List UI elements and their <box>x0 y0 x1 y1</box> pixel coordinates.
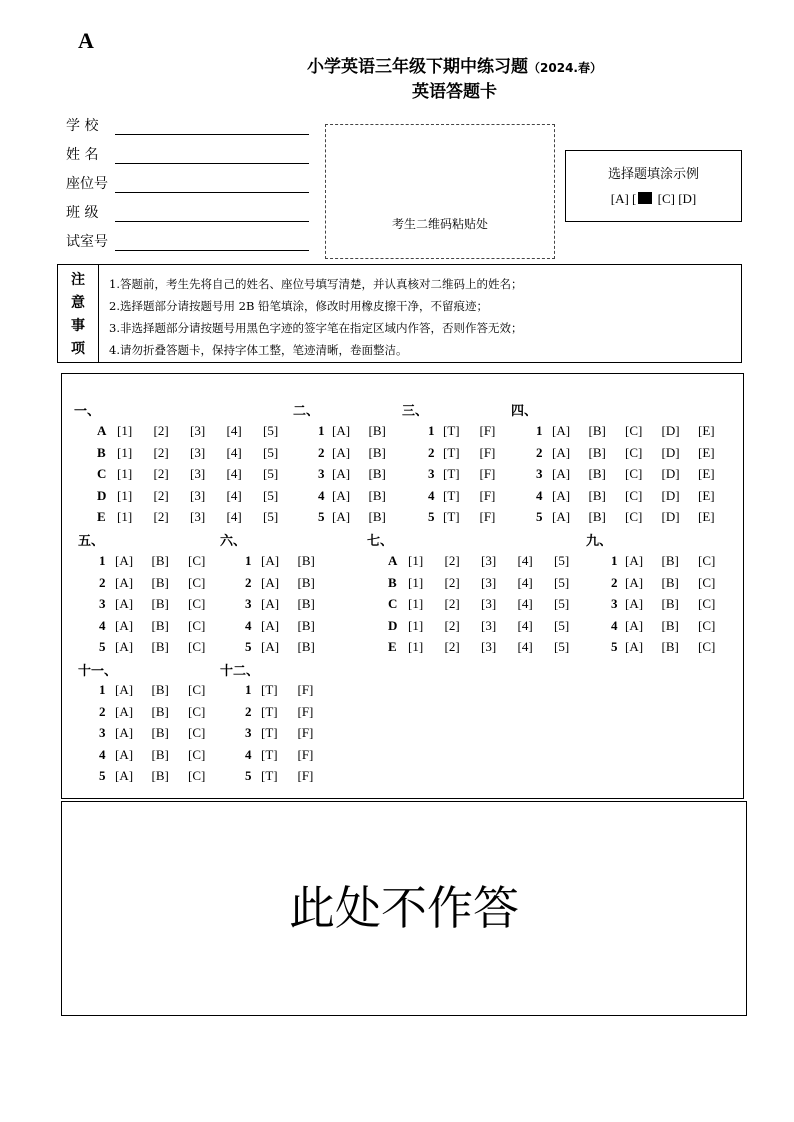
answer-option-bubble[interactable]: [C] <box>188 553 206 568</box>
question-number: 5 <box>611 639 618 655</box>
question-number: 2 <box>245 574 252 590</box>
answer-option-bubble[interactable]: [C] <box>188 746 206 762</box>
question-number: 5 <box>318 509 325 525</box>
title-suffix: （2024.春） <box>528 61 602 75</box>
note-item: 1.答题前，考生先将自己的姓名、座位号填写清楚，并认真核对二维码上的姓名； <box>109 277 523 291</box>
answer-option-bubble[interactable]: [5] <box>263 444 279 460</box>
question-number: 1 <box>536 423 543 438</box>
question-number: 5 <box>99 639 106 655</box>
question-number: 1 <box>99 682 106 697</box>
answer-option-bubble[interactable]: [C] <box>698 553 716 568</box>
answer-option-bubble[interactable]: [C] <box>188 596 206 612</box>
answer-option-bubble[interactable]: [D] <box>661 487 680 503</box>
answer-option-bubble[interactable]: [B] <box>297 553 315 568</box>
answer-option-bubble[interactable]: [A] <box>115 703 134 719</box>
answer-option-bubble[interactable]: [1] <box>408 639 424 655</box>
answer-option-bubble[interactable]: [B] <box>151 682 169 697</box>
answer-option-bubble[interactable]: [C] <box>188 682 206 697</box>
answer-option-bubble[interactable]: [B] <box>588 423 606 438</box>
answer-option-bubble[interactable]: [A] <box>115 617 134 633</box>
answer-option-bubble[interactable]: [F] <box>479 423 496 438</box>
answer-option-bubble[interactable]: [F] <box>297 768 314 784</box>
answer-option-bubble[interactable]: [E] <box>698 509 715 525</box>
question-number: C <box>388 596 398 612</box>
question-number: 2 <box>318 444 325 460</box>
answer-option-bubble[interactable]: [1] <box>408 574 424 590</box>
question-number: 1 <box>245 553 252 568</box>
question-number: 3 <box>318 466 325 482</box>
answer-option-bubble[interactable]: [B] <box>151 746 169 762</box>
question-number: A <box>388 553 398 568</box>
answer-option-bubble[interactable]: [A] <box>332 444 351 460</box>
answer-option-bubble[interactable]: [T] <box>261 746 278 762</box>
question-number: 3 <box>536 466 543 482</box>
answer-option-bubble[interactable]: [B] <box>297 639 315 655</box>
answer-option-bubble[interactable]: [B] <box>368 466 386 482</box>
answer-option-bubble[interactable]: [C] <box>625 423 643 438</box>
answer-option-bubble[interactable]: [A] <box>332 487 351 503</box>
question-number: 5 <box>245 768 252 784</box>
seat-number-field[interactable] <box>66 173 114 193</box>
answer-option-bubble[interactable]: [3] <box>190 487 206 503</box>
question-number: 4 <box>245 617 252 633</box>
class-field[interactable] <box>66 202 114 222</box>
answer-option-bubble[interactable]: [B] <box>151 574 169 590</box>
notes-heading: 注 意 事 项 <box>58 265 99 362</box>
question-number: 3 <box>428 466 435 482</box>
answer-option-bubble[interactable]: [5] <box>263 509 279 525</box>
answer-option-bubble[interactable]: [E] <box>698 423 715 438</box>
answer-option-bubble[interactable]: [T] <box>443 466 460 482</box>
answer-option-bubble[interactable]: [C] <box>188 725 206 741</box>
answer-option-bubble[interactable]: [C] <box>625 444 643 460</box>
answer-option-bubble[interactable]: [B] <box>151 639 169 655</box>
answer-option-bubble[interactable]: [C] <box>188 639 206 655</box>
answer-option-bubble[interactable]: [5] <box>554 617 570 633</box>
answer-option-bubble[interactable]: [A] <box>625 574 644 590</box>
answer-option-bubble[interactable]: [D] <box>661 509 680 525</box>
question-number: 4 <box>318 487 325 503</box>
qr-code-area <box>325 124 555 259</box>
sample-option-d: [D] <box>678 191 697 206</box>
answer-option-bubble[interactable]: [T] <box>261 725 278 741</box>
answer-option-bubble[interactable]: [2] <box>444 553 460 568</box>
answer-option-bubble[interactable]: [A] <box>625 553 644 568</box>
question-number: E <box>97 509 106 525</box>
school-field[interactable] <box>66 115 114 135</box>
page-subtitle: 英语答题卡 <box>412 82 497 102</box>
answer-option-bubble[interactable]: [T] <box>443 444 460 460</box>
field-label: 姓 名 <box>66 147 99 163</box>
answer-option-bubble[interactable]: [2] <box>153 466 169 482</box>
answer-option-bubble[interactable]: [B] <box>661 617 679 633</box>
answer-option-bubble[interactable]: [A] <box>115 725 134 741</box>
answer-option-bubble[interactable]: [5] <box>554 574 570 590</box>
exam-room-field[interactable] <box>66 231 114 251</box>
section-title: 十一、 <box>78 664 118 679</box>
answer-option-bubble[interactable]: [1] <box>408 553 424 568</box>
question-number: C <box>97 466 107 482</box>
answer-option-bubble[interactable]: [F] <box>297 746 314 762</box>
answer-option-bubble[interactable]: [F] <box>297 725 314 741</box>
answer-option-bubble[interactable]: [4] <box>226 444 242 460</box>
question-number: A <box>97 423 107 438</box>
question-number: 2 <box>611 574 618 590</box>
answer-option-bubble[interactable]: [5] <box>263 487 279 503</box>
answer-option-bubble[interactable]: [F] <box>297 682 314 697</box>
field-line[interactable] <box>115 192 309 193</box>
answer-option-bubble[interactable]: [B] <box>368 444 386 460</box>
field-label: 班 级 <box>66 205 99 221</box>
answer-option-bubble[interactable]: [C] <box>625 487 643 503</box>
answer-option-bubble[interactable]: [A] <box>552 509 571 525</box>
notes-box <box>57 264 742 363</box>
answer-option-bubble[interactable]: [C] <box>698 639 716 655</box>
question-number: D <box>388 617 398 633</box>
fill-sample-box <box>565 150 742 222</box>
answer-option-bubble[interactable]: [C] <box>698 617 716 633</box>
question-number: 5 <box>245 639 252 655</box>
field-line[interactable] <box>115 250 309 251</box>
answer-option-bubble[interactable]: [D] <box>661 466 680 482</box>
answer-option-bubble[interactable]: [4] <box>517 639 533 655</box>
question-number: 2 <box>99 703 106 719</box>
question-number: 4 <box>428 487 435 503</box>
section-title: 五、 <box>78 534 105 549</box>
question-number: D <box>97 487 107 503</box>
answer-option-bubble[interactable]: [4] <box>226 509 242 525</box>
answer-option-bubble[interactable]: [4] <box>517 596 533 612</box>
answer-option-bubble[interactable]: [D] <box>661 444 680 460</box>
question-number: 4 <box>99 617 106 633</box>
title-text: 小学英语三年级下期中练习题 <box>307 57 529 77</box>
answer-option-bubble[interactable]: [C] <box>188 703 206 719</box>
answer-option-bubble[interactable]: [C] <box>625 466 643 482</box>
answer-sheet-area <box>61 373 744 799</box>
fill-sample-options <box>566 191 741 207</box>
answer-option-bubble[interactable]: [2] <box>153 487 169 503</box>
question-number: 4 <box>536 487 543 503</box>
answer-option-bubble[interactable]: [A] <box>261 617 280 633</box>
answer-option-bubble[interactable]: [B] <box>661 553 679 568</box>
answer-option-bubble[interactable]: [A] <box>115 596 134 612</box>
answer-option-bubble[interactable]: [A] <box>261 596 280 612</box>
answer-option-bubble[interactable]: [2] <box>444 639 460 655</box>
answer-option-bubble[interactable]: [1] <box>117 444 133 460</box>
answer-option-bubble[interactable]: [T] <box>443 423 460 438</box>
filled-mark-icon <box>638 192 652 204</box>
answer-option-bubble[interactable]: [2] <box>153 509 169 525</box>
sample-option-c: [C] <box>657 191 675 206</box>
answer-option-bubble[interactable]: [C] <box>188 768 206 784</box>
answer-option-bubble[interactable]: [A] <box>115 639 134 655</box>
answer-option-bubble[interactable]: [B] <box>151 768 169 784</box>
question-number: 3 <box>99 596 106 612</box>
answer-option-bubble[interactable]: [C] <box>188 617 206 633</box>
answer-option-bubble[interactable]: [B] <box>588 444 606 460</box>
answer-option-bubble[interactable]: [C] <box>188 574 206 590</box>
answer-option-bubble[interactable]: [4] <box>517 574 533 590</box>
answer-option-bubble[interactable]: [B] <box>297 574 315 590</box>
answer-option-bubble[interactable]: [B] <box>368 423 386 438</box>
notes-list <box>109 273 522 361</box>
question-number: 5 <box>428 509 435 525</box>
question-number: 5 <box>99 768 106 784</box>
answer-option-bubble[interactable]: [B] <box>368 487 386 503</box>
answer-option-bubble[interactable]: [C] <box>698 596 716 612</box>
question-number: 4 <box>99 746 106 762</box>
question-number: 1 <box>611 553 618 568</box>
answer-option-bubble[interactable]: [T] <box>443 487 460 503</box>
sample-option-a: [A] <box>610 191 629 206</box>
answer-option-bubble[interactable]: [D] <box>661 423 680 438</box>
question-number: 1 <box>245 682 252 697</box>
answer-option-bubble[interactable]: [A] <box>625 617 644 633</box>
answer-option-bubble[interactable]: [5] <box>263 423 279 438</box>
answer-option-bubble[interactable]: [A] <box>261 574 280 590</box>
answer-option-bubble[interactable]: [B] <box>297 617 315 633</box>
answer-option-bubble[interactable]: [5] <box>554 596 570 612</box>
answer-option-bubble[interactable]: [C] <box>625 509 643 525</box>
note-item: 3.非选择题部分请按题号用黑色字迹的签字笔在指定区域内作答，否则作答无效； <box>109 321 523 335</box>
answer-option-bubble[interactable]: [2] <box>153 444 169 460</box>
answer-option-bubble[interactable]: [F] <box>479 466 496 482</box>
answer-option-bubble[interactable]: [B] <box>297 596 315 612</box>
answer-option-bubble[interactable]: [4] <box>226 466 242 482</box>
answer-option-bubble[interactable]: [3] <box>481 553 497 568</box>
question-number: 1 <box>318 423 325 438</box>
answer-option-bubble[interactable]: [B] <box>588 487 606 503</box>
answer-option-bubble[interactable]: [A] <box>625 639 644 655</box>
question-number: 4 <box>245 746 252 762</box>
answer-option-bubble[interactable]: [3] <box>481 596 497 612</box>
answer-option-bubble[interactable]: [T] <box>261 768 278 784</box>
answer-option-bubble[interactable]: [B] <box>151 617 169 633</box>
answer-option-bubble[interactable]: [B] <box>151 725 169 741</box>
answer-option-bubble[interactable]: [E] <box>698 487 715 503</box>
field-line[interactable] <box>115 134 309 135</box>
question-number: 1 <box>428 423 435 438</box>
answer-option-bubble[interactable]: [A] <box>552 487 571 503</box>
answer-option-bubble[interactable]: [A] <box>332 423 351 438</box>
field-line[interactable] <box>115 163 309 164</box>
answer-option-bubble[interactable]: [5] <box>263 466 279 482</box>
section-title: 九、 <box>586 534 613 549</box>
answer-option-bubble[interactable]: [4] <box>517 617 533 633</box>
answer-option-bubble[interactable]: [A] <box>115 682 134 697</box>
answer-option-bubble[interactable]: [3] <box>190 444 206 460</box>
answer-option-bubble[interactable]: [2] <box>444 596 460 612</box>
note-item: 2.选择题部分请按题号用 2B 铅笔填涂，修改时用橡皮擦干净，不留痕迹； <box>109 299 489 313</box>
answer-option-bubble[interactable]: [3] <box>190 466 206 482</box>
question-number: 3 <box>611 596 618 612</box>
answer-option-bubble[interactable]: [1] <box>117 509 133 525</box>
question-number: B <box>97 444 106 460</box>
question-number: 2 <box>245 703 252 719</box>
answer-option-bubble[interactable]: [B] <box>151 596 169 612</box>
question-number: 3 <box>245 725 252 741</box>
version-label: A <box>78 28 94 53</box>
answer-option-bubble[interactable]: [3] <box>190 423 206 438</box>
question-number: 2 <box>428 444 435 460</box>
page-title <box>0 52 794 77</box>
answer-option-bubble[interactable]: [3] <box>190 509 206 525</box>
answer-option-bubble[interactable]: [B] <box>661 639 679 655</box>
question-number: B <box>388 574 397 590</box>
name-field[interactable] <box>66 144 114 164</box>
note-item: 4.请勿折叠答题卡，保持字体工整，笔迹清晰，卷面整洁。 <box>109 343 408 357</box>
answer-option-bubble[interactable]: [E] <box>698 444 715 460</box>
answer-option-bubble[interactable]: [B] <box>661 596 679 612</box>
field-label: 试室号 <box>66 234 108 250</box>
field-line[interactable] <box>115 221 309 222</box>
no-answer-area <box>61 801 747 1016</box>
answer-option-bubble[interactable]: [4] <box>226 487 242 503</box>
answer-option-bubble[interactable]: [2] <box>444 574 460 590</box>
answer-option-bubble[interactable]: [B] <box>588 466 606 482</box>
answer-option-bubble[interactable]: [A] <box>261 553 280 568</box>
answer-option-bubble[interactable]: [A] <box>115 553 134 568</box>
answer-option-bubble[interactable]: [4] <box>226 423 242 438</box>
answer-option-bubble[interactable]: [T] <box>261 682 278 697</box>
section-title: 四、 <box>511 404 538 419</box>
answer-option-bubble[interactable]: [4] <box>517 553 533 568</box>
answer-option-bubble[interactable]: [F] <box>479 487 496 503</box>
fill-sample-title: 选择题填涂示例 <box>607 167 699 182</box>
answer-option-bubble[interactable]: [B] <box>151 553 169 568</box>
answer-option-bubble[interactable]: [2] <box>153 423 169 438</box>
question-number: 2 <box>99 574 106 590</box>
section-title: 一、 <box>74 404 101 419</box>
answer-option-bubble[interactable]: [3] <box>481 639 497 655</box>
question-number: 3 <box>99 725 106 741</box>
answer-option-bubble[interactable]: [A] <box>552 423 571 438</box>
answer-option-bubble[interactable]: [C] <box>698 574 716 590</box>
answer-option-bubble[interactable]: [T] <box>261 703 278 719</box>
question-number: E <box>388 639 397 655</box>
answer-option-bubble[interactable]: [5] <box>554 639 570 655</box>
answer-option-bubble[interactable]: [A] <box>261 639 280 655</box>
field-label: 座位号 <box>66 176 108 192</box>
sample-option-b: [ <box>632 191 637 206</box>
field-label: 学 校 <box>66 118 99 134</box>
answer-option-bubble[interactable]: [B] <box>661 574 679 590</box>
answer-option-bubble[interactable]: [2] <box>444 617 460 633</box>
question-number: 3 <box>245 596 252 612</box>
answer-option-bubble[interactable]: [B] <box>588 509 606 525</box>
answer-option-bubble[interactable]: [A] <box>332 509 351 525</box>
answer-option-bubble[interactable]: [1] <box>408 596 424 612</box>
answer-option-bubble[interactable]: [1] <box>117 487 133 503</box>
section-title: 六、 <box>220 534 247 549</box>
answer-option-bubble[interactable]: [1] <box>117 423 133 438</box>
answer-option-bubble[interactable]: [A] <box>552 466 571 482</box>
answer-option-bubble[interactable]: [1] <box>117 466 133 482</box>
section-title: 七、 <box>367 534 394 549</box>
answer-option-bubble[interactable]: [A] <box>115 574 134 590</box>
answer-option-bubble[interactable]: [B] <box>151 703 169 719</box>
answer-option-bubble[interactable]: [A] <box>115 768 134 784</box>
answer-option-bubble[interactable]: [A] <box>552 444 571 460</box>
section-title: 十二、 <box>220 664 260 679</box>
answer-option-bubble[interactable]: [B] <box>368 509 386 525</box>
question-number: 4 <box>611 617 618 633</box>
question-number: 5 <box>536 509 543 525</box>
answer-option-bubble[interactable]: [F] <box>479 444 496 460</box>
answer-option-bubble[interactable]: [A] <box>625 596 644 612</box>
answer-option-bubble[interactable]: [3] <box>481 574 497 590</box>
answer-option-bubble[interactable]: [5] <box>554 553 570 568</box>
answer-option-bubble[interactable]: [1] <box>408 617 424 633</box>
qr-code-label: 考生二维码粘贴处 <box>391 217 488 231</box>
question-number: 2 <box>536 444 543 460</box>
section-title: 三、 <box>402 404 429 419</box>
section-title: 二、 <box>293 404 320 419</box>
answer-option-bubble[interactable]: [F] <box>297 703 314 719</box>
answer-option-bubble[interactable]: [3] <box>481 617 497 633</box>
answer-option-bubble[interactable]: [T] <box>443 509 460 525</box>
answer-option-bubble[interactable]: [F] <box>479 509 496 525</box>
answer-option-bubble[interactable]: [A] <box>115 746 134 762</box>
no-answer-text: 此处不作答 <box>289 881 519 935</box>
answer-option-bubble[interactable]: [E] <box>698 466 715 482</box>
question-number: 1 <box>99 553 106 568</box>
answer-option-bubble[interactable]: [A] <box>332 466 351 482</box>
